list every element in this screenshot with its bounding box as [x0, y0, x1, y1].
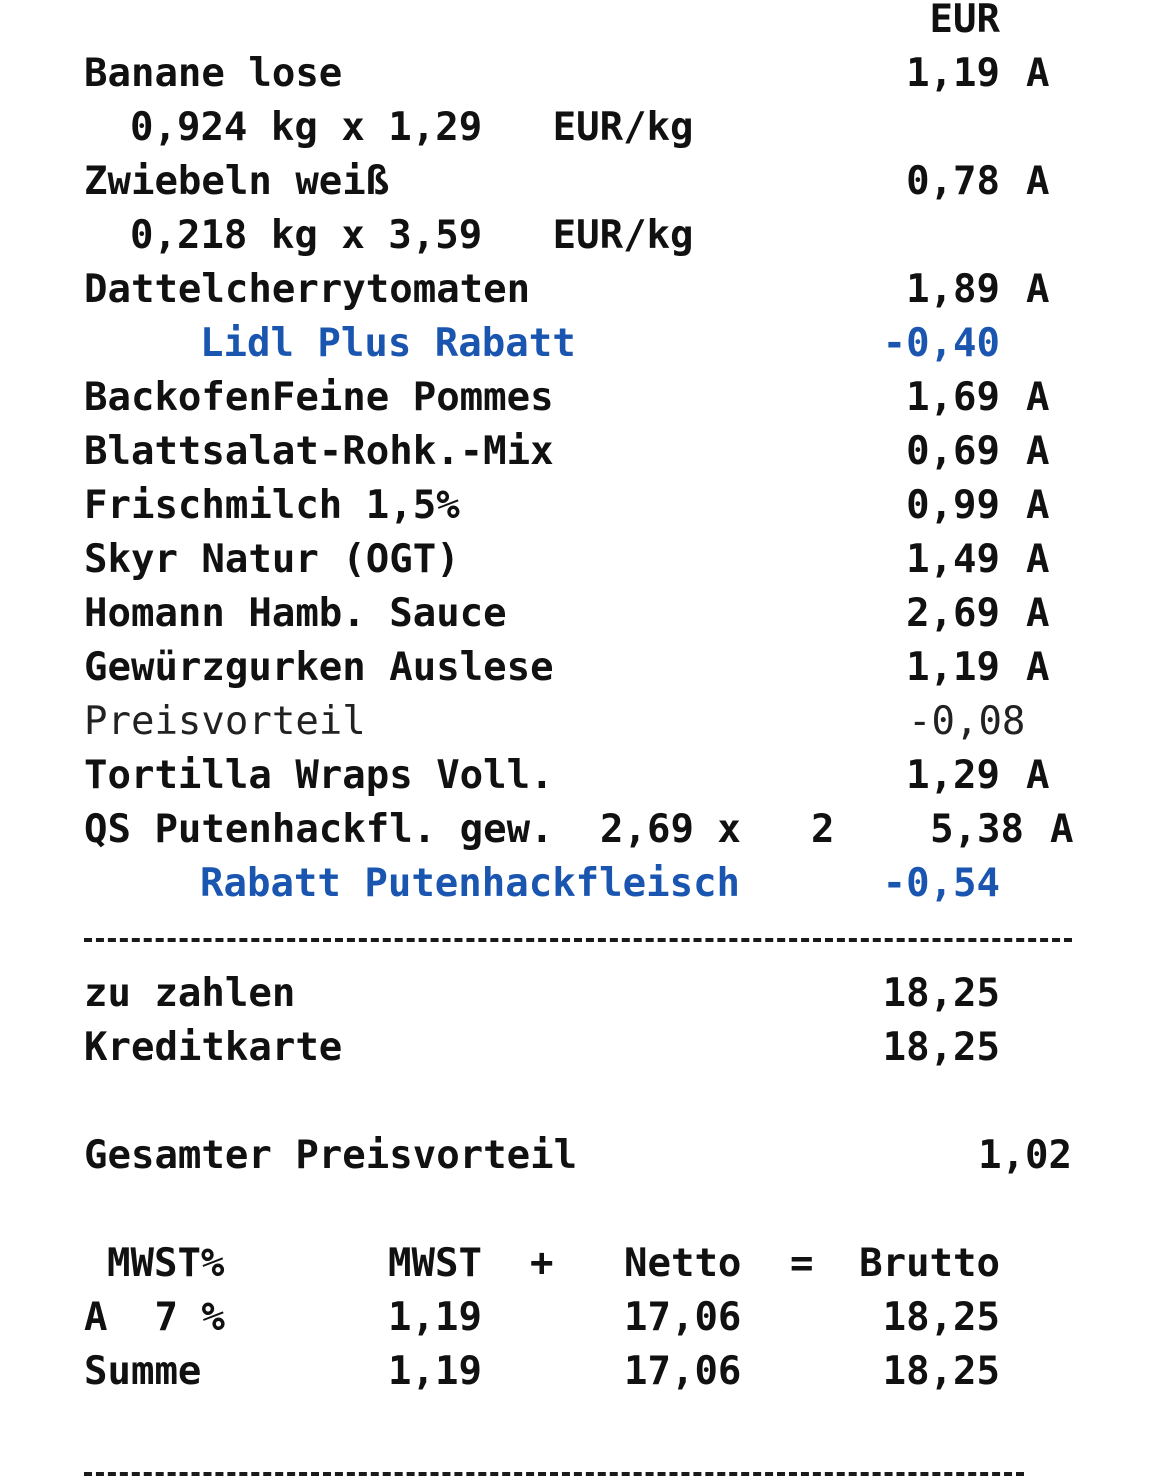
vat-row-net: 17,06: [624, 1349, 742, 1394]
vat-header-vat: MWST: [388, 1241, 482, 1286]
item-quantity: 2: [811, 807, 835, 852]
discount-value: -0,40: [882, 321, 1000, 366]
total-savings-value: 1,02: [978, 1133, 1072, 1178]
item-name: Gewürzgurken Auslese: [84, 645, 554, 690]
item-name: BackofenFeine Pommes: [84, 375, 554, 420]
price-advantage-label: Preisvorteil: [84, 699, 366, 744]
item-name: Zwiebeln weiß: [84, 159, 390, 204]
payment-label: Kreditkarte: [84, 1025, 343, 1070]
item-name: Frischmilch 1,5%: [84, 483, 460, 528]
item-name: Blattsalat-Rohk.-Mix: [84, 429, 554, 474]
to-pay-label: zu zahlen: [84, 971, 296, 1016]
item-name: Skyr Natur (OGT): [84, 537, 460, 582]
item-tax: A: [1026, 645, 1050, 690]
item-price: 2,69: [906, 591, 1000, 636]
item-tax: A: [1026, 753, 1050, 798]
item-tax: A: [1026, 483, 1050, 528]
discount-label: Rabatt Putenhackfleisch: [200, 861, 741, 906]
item-name: Dattelcherrytomaten: [84, 267, 531, 312]
item-price: 0,99: [906, 483, 1000, 528]
vat-header-plus: +: [530, 1241, 554, 1286]
vat-row-label: Summe: [84, 1349, 202, 1394]
item-price: 0,69: [906, 429, 1000, 474]
to-pay-value: 18,25: [882, 971, 1000, 1016]
vat-row-label: A 7 %: [84, 1295, 225, 1340]
item-price: 1,89: [906, 267, 1000, 312]
item-tax: A: [1026, 267, 1050, 312]
discount-value: -0,54: [882, 861, 1000, 906]
item-tax: A: [1050, 807, 1074, 852]
vat-row-vat: 1,19: [388, 1295, 482, 1340]
vat-header-gross: Brutto: [859, 1241, 1000, 1286]
item-price: 1,19: [906, 645, 1000, 690]
vat-row-gross: 18,25: [882, 1349, 1000, 1394]
price-advantage-value: -0,08: [908, 699, 1026, 744]
vat-header-rate: MWST%: [107, 1241, 225, 1286]
item-tax: A: [1026, 375, 1050, 420]
item-tax: A: [1026, 591, 1050, 636]
discount-label: Lidl Plus Rabatt: [200, 321, 576, 366]
vat-row-vat: 1,19: [388, 1349, 482, 1394]
total-savings-label: Gesamter Preisvorteil: [84, 1133, 578, 1178]
item-price: 1,29: [906, 753, 1000, 798]
item-price: 1,69: [906, 375, 1000, 420]
divider: [84, 938, 1072, 942]
item-tax: A: [1026, 51, 1050, 96]
item-price: 0,78: [906, 159, 1000, 204]
item-tax: A: [1026, 429, 1050, 474]
item-tax: A: [1026, 537, 1050, 582]
item-price: 5,38: [930, 807, 1024, 852]
divider: [84, 1472, 1024, 1476]
vat-row-gross: 18,25: [882, 1295, 1000, 1340]
item-tax: A: [1026, 159, 1050, 204]
vat-header-equals: =: [790, 1241, 814, 1286]
vat-header-net: Netto: [624, 1241, 742, 1286]
currency-header: EUR: [929, 0, 1000, 42]
item-name: Homann Hamb. Sauce: [84, 591, 507, 636]
vat-row-net: 17,06: [624, 1295, 742, 1340]
item-detail: 0,218 kg x 3,59 EUR/kg: [130, 213, 694, 258]
item-price: 1,49: [906, 537, 1000, 582]
item-unit-price: 2,69 x: [600, 807, 741, 852]
item-name: Banane lose: [84, 51, 343, 96]
item-name: Tortilla Wraps Voll.: [84, 753, 554, 798]
item-name: QS Putenhackfl. gew.: [84, 807, 554, 852]
item-detail: 0,924 kg x 1,29 EUR/kg: [130, 105, 694, 150]
item-price: 1,19: [906, 51, 1000, 96]
payment-value: 18,25: [882, 1025, 1000, 1070]
